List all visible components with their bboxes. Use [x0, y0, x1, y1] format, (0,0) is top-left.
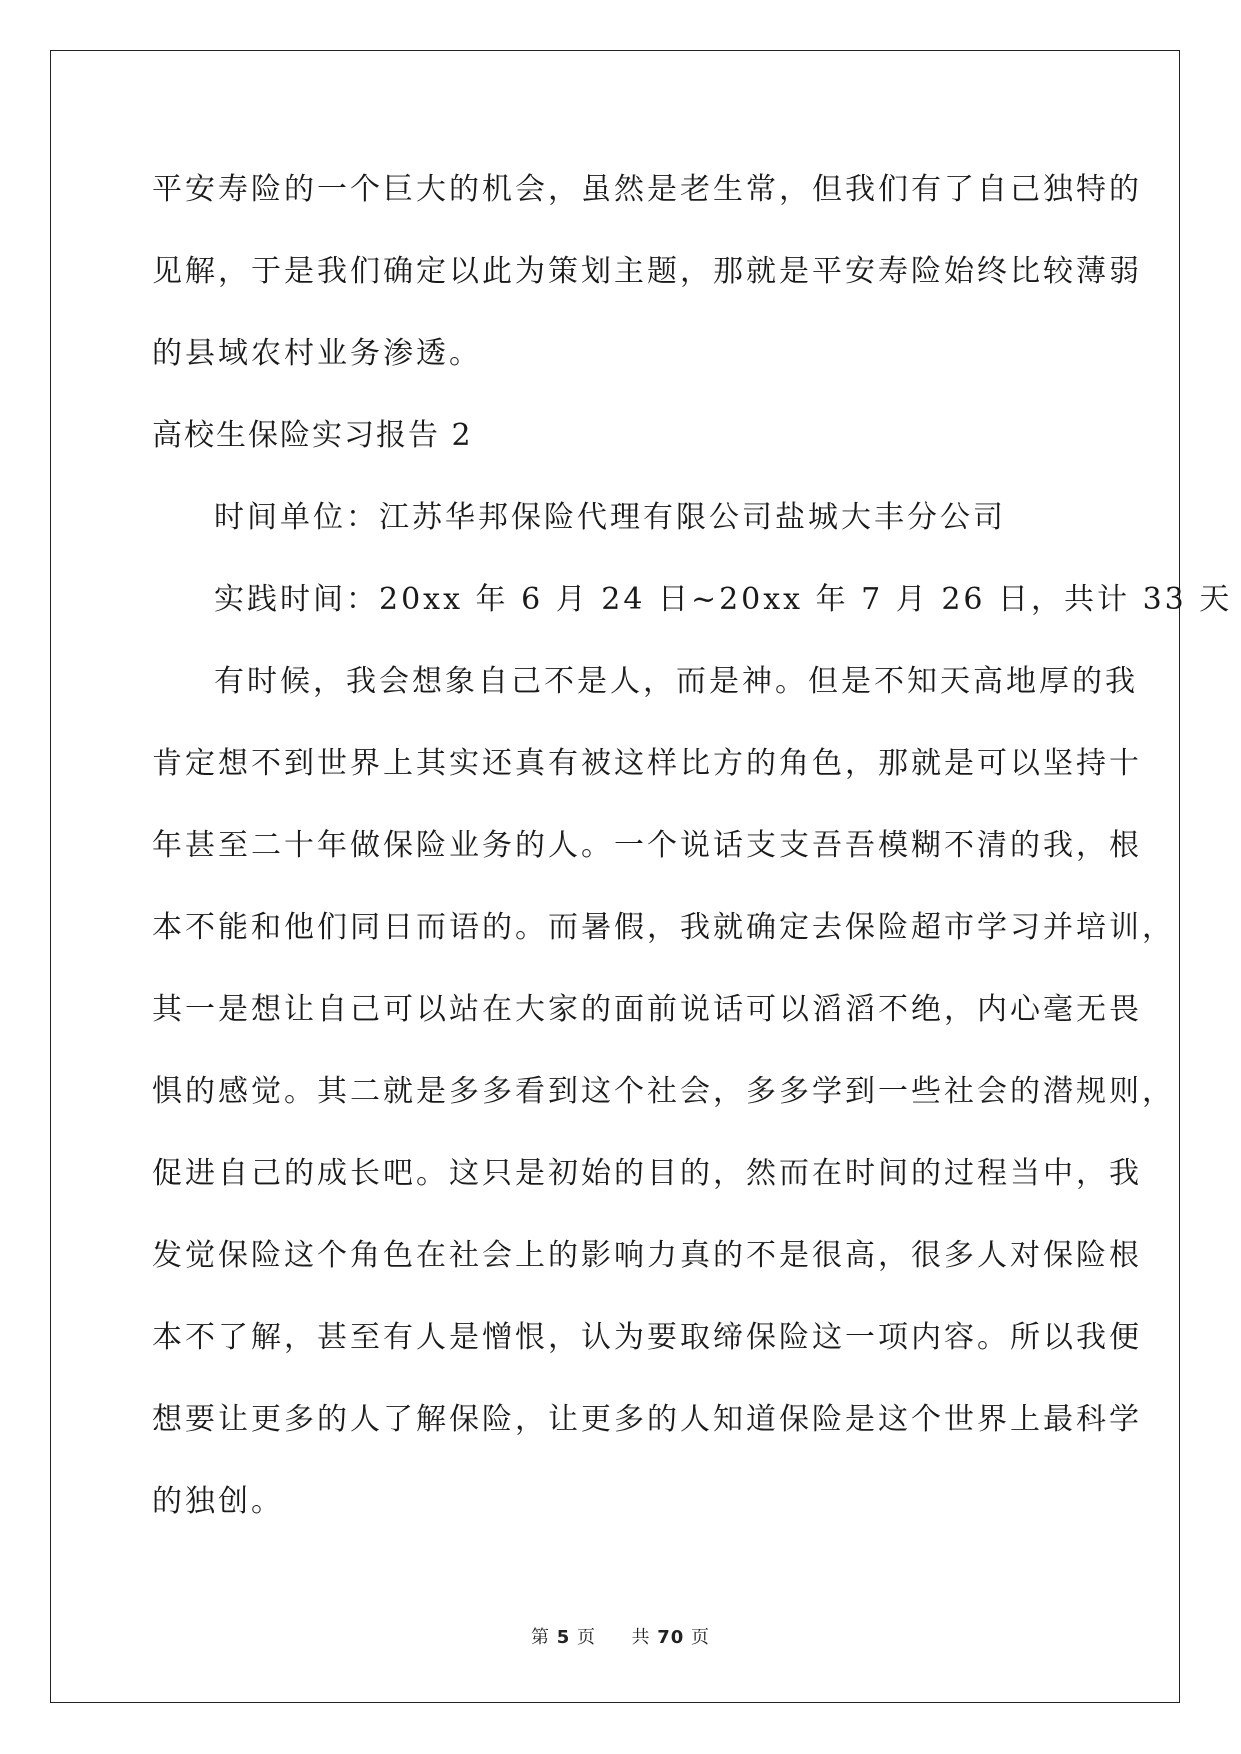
paragraph-line: 肯定想不到世界上其实还真有被这样比方的角色，那就是可以坚持十: [152, 746, 1142, 781]
paragraph-line: 本不能和他们同日而语的。而暑假，我就确定去保险超市学习并培训，: [152, 910, 1175, 945]
paragraph-line: 平安寿险的一个巨大的机会，虽然是老生常，但我们有了自己独特的: [152, 172, 1142, 207]
paragraph-line: 的县域农村业务渗透。: [152, 336, 482, 371]
paragraph-line: 想要让更多的人了解保险，让更多的人知道保险是这个世界上最科学: [152, 1402, 1142, 1437]
footer-prefix: 第: [531, 1627, 550, 1648]
paragraph-line: 发觉保险这个角色在社会上的影响力真的不是很高，很多人对保险根: [152, 1238, 1142, 1273]
paragraph-line: 有时候，我会想象自己不是人，而是神。但是不知天高地厚的我: [214, 664, 1138, 699]
footer-page-suffix: 页: [577, 1627, 596, 1648]
document-body: [152, 162, 1233, 1556]
paragraph-line: 见解，于是我们确定以此为策划主题，那就是平安寿险始终比较薄弱: [152, 254, 1142, 289]
total-pages: 70: [657, 1627, 685, 1648]
section-title: 高校生保险实习报告 2: [152, 418, 473, 453]
info-unit: 时间单位：江苏华邦保险代理有限公司盐城大丰分公司: [214, 500, 1006, 535]
paragraph-line: 本不了解，甚至有人是憎恨，认为要取缔保险这一项内容。所以我便: [152, 1320, 1142, 1355]
paragraph-line: 的独创。: [152, 1484, 284, 1519]
footer-total-prefix: 共: [631, 1627, 651, 1648]
paragraph-line: 其一是想让自己可以站在大家的面前说话可以滔滔不绝，内心毫无畏: [152, 992, 1142, 1027]
paragraph-line: 促进自己的成长吧。这只是初始的目的，然而在时间的过程当中，我: [152, 1156, 1142, 1191]
page-number: 5: [556, 1627, 571, 1648]
paragraph-line: 年甚至二十年做保险业务的人。一个说话支支吾吾模糊不清的我，根: [152, 828, 1142, 863]
page-footer: [0, 1623, 1241, 1649]
footer-total-suffix: 页: [691, 1627, 710, 1648]
info-time: 实践时间：20xx 年 6 月 24 日~20xx 年 7 月 26 日，共计 33 天: [214, 582, 1233, 617]
paragraph-line: 惧的感觉。其二就是多多看到这个社会，多多学到一些社会的潜规则，: [152, 1074, 1175, 1109]
